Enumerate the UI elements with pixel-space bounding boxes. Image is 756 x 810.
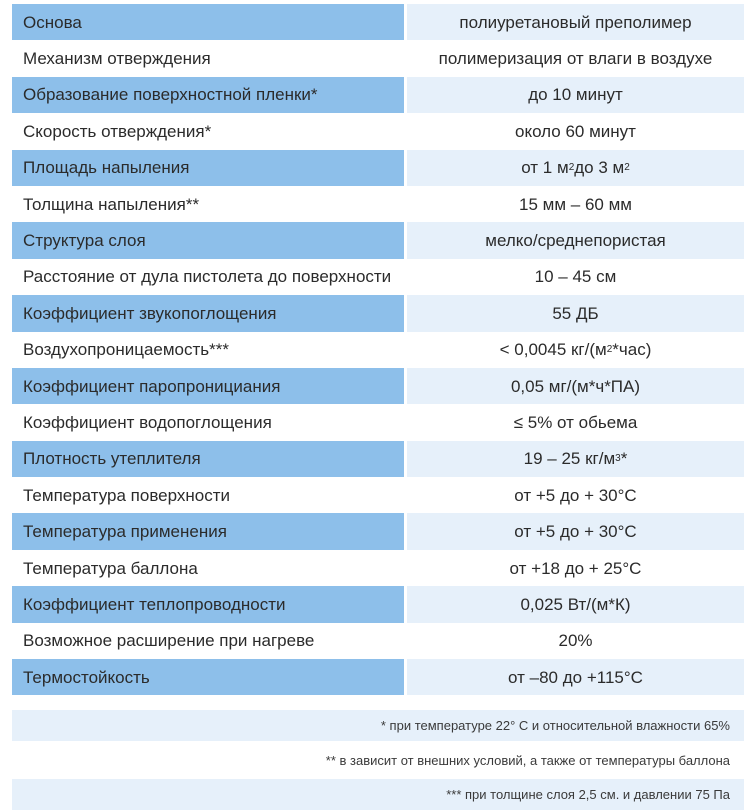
table-row — [12, 368, 744, 404]
row-label: Возможное расширение при нагреве — [12, 623, 407, 659]
table-row — [12, 77, 744, 113]
row-label: Температура поверхности — [12, 477, 407, 513]
row-label: Структура слоя — [12, 222, 407, 258]
table-row — [12, 113, 744, 149]
row-label: Скорость отверждения* — [12, 113, 407, 149]
row-value: 0,025 Вт/(м*К) — [407, 586, 744, 622]
row-value: полимеризация от влаги в воздухе — [438, 49, 713, 69]
table-row — [12, 150, 744, 186]
row-value: 15 мм – 60 мм — [519, 194, 632, 214]
row-value: от +18 до + 25°С — [509, 558, 642, 578]
table-row — [12, 586, 744, 622]
footnote: ** в зависит от внешних условий, а также от температуры баллона — [325, 752, 730, 768]
row-label: Термостойкость — [12, 659, 407, 695]
row-label: Воздухопроницаемость*** — [12, 332, 407, 368]
specs-table — [12, 4, 744, 695]
row-value: 55 ДБ — [407, 295, 744, 331]
row-value: 20% — [558, 631, 593, 651]
row-label: Температура применения — [12, 513, 407, 549]
table-row — [12, 332, 744, 368]
table-row — [12, 441, 744, 477]
table-row — [12, 513, 744, 549]
row-value: 0,05 мг/(м*ч*ПА) — [407, 368, 744, 404]
row-label: Толщина напыления** — [12, 186, 407, 222]
row-label: Коэффициент теплопроводности — [12, 586, 407, 622]
row-value: до 10 минут — [407, 77, 744, 113]
table-row — [12, 659, 744, 695]
row-value: < 0,0045 кг/(м 2 *час) — [499, 340, 652, 360]
row-value: мелко/среднепористая — [407, 222, 744, 258]
row-label: Основа — [12, 4, 407, 40]
table-row — [12, 259, 744, 295]
table-row — [12, 623, 744, 659]
row-label: Коэффициент водопоглощения — [12, 404, 407, 440]
row-value: от 1 м 2 до 3 м 2 — [407, 150, 744, 186]
row-value: около 60 минут — [515, 121, 636, 141]
table-row — [12, 295, 744, 331]
row-label: Плотность утеплителя — [12, 441, 407, 477]
table-row — [12, 404, 744, 440]
row-label: Расстояние от дула пистолета до поверхности — [12, 259, 407, 295]
row-value: от +5 до + 30°С — [407, 513, 744, 549]
row-label: Образование поверхностной пленки* — [12, 77, 407, 113]
row-label: Коэффициент звукопоглощения — [12, 295, 407, 331]
row-value: от –80 до +115°С — [407, 659, 744, 695]
table-row — [12, 477, 744, 513]
row-value: полиуретановый преполимер — [407, 4, 744, 40]
row-value: 10 – 45 см — [534, 267, 617, 287]
row-label: Механизм отверждения — [12, 40, 407, 76]
table-row — [12, 40, 744, 76]
table-row — [12, 222, 744, 258]
row-label: Площадь напыления — [12, 150, 407, 186]
table-row — [12, 550, 744, 586]
footnote: * при температуре 22° С и относительной влажности 65% — [12, 710, 744, 741]
row-label: Температура баллона — [12, 550, 407, 586]
row-value: от +5 до + 30°С — [514, 485, 637, 505]
footnotes — [12, 710, 744, 810]
row-label: Коэффициент паропронициания — [12, 368, 407, 404]
row-value: ≤ 5% от обьема — [513, 412, 638, 432]
table-row — [12, 4, 744, 40]
row-value: 19 – 25 кг/м 3 * — [407, 441, 744, 477]
table-row — [12, 186, 744, 222]
footnote: *** при толщине слоя 2,5 см. и давлении 75 Па — [12, 779, 744, 810]
